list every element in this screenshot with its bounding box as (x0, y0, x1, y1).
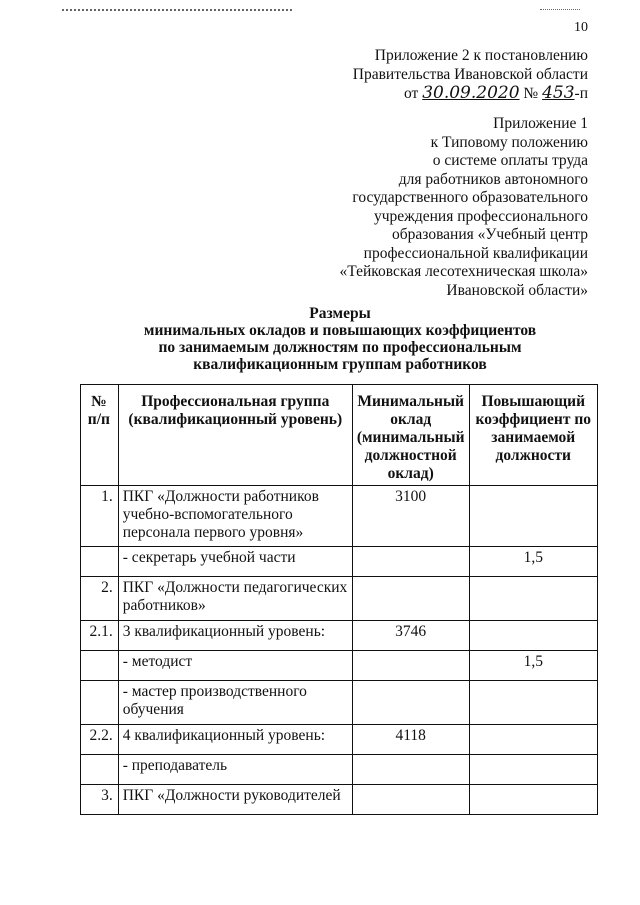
row-num (81, 755, 119, 785)
appendix1-line: к Типовому положению (430, 133, 588, 151)
row-num (81, 681, 119, 725)
row-salary (352, 755, 469, 785)
appendix1-line: учреждения профессионального (373, 207, 588, 225)
from-prefix: от (403, 85, 419, 102)
row-coef (469, 621, 597, 651)
appendix2-line: Приложение 2 к постановлению (374, 47, 588, 64)
appendix1-line: образования «Учебный центр (392, 226, 588, 243)
row-name: - секретарь учебной части (118, 547, 352, 577)
scan-artifact-line (540, 9, 580, 10)
handwritten-number: 453 (542, 83, 575, 103)
row-coef (469, 681, 597, 725)
appendix1-line: Ивановской области» (446, 281, 588, 299)
row-salary (352, 651, 469, 681)
row-salary (352, 681, 469, 725)
row-num: 2.1. (81, 621, 119, 651)
row-salary (352, 785, 469, 815)
table-header-row (81, 385, 598, 486)
row-num: 2.2. (81, 725, 119, 755)
table-row (81, 785, 598, 815)
appendix2-header (353, 47, 588, 104)
table-row (81, 547, 598, 577)
row-name: ПКГ «Должности работников учебно-вспомогательного персонала первого уровня» (118, 486, 352, 547)
appendix1-line: профессиональной квалификации (363, 244, 588, 262)
title-line: по занимаемым должностям по профессиональным (158, 339, 522, 356)
title-line: минимальных окладов и повышающих коэффициентов (143, 322, 537, 339)
table-row (81, 577, 598, 621)
appendix1-header (339, 115, 588, 300)
table-row (81, 755, 598, 785)
appendix1-line: государственного образовательного (352, 189, 588, 206)
row-name: - методист (118, 651, 352, 681)
row-num (81, 651, 119, 681)
title-line: Размеры (309, 305, 371, 322)
table-row (81, 681, 598, 725)
row-num (81, 547, 119, 577)
row-name: - мастер производственного обучения (118, 681, 352, 725)
row-name: ПКГ «Должности руководителей (118, 785, 352, 815)
title-line: квалификационным группам работников (193, 356, 487, 373)
row-coef (469, 486, 597, 547)
header-num: № п/п (81, 385, 119, 486)
row-coef (469, 755, 597, 785)
header-coef: Повышающий коэффициент по занимаемой должности (469, 385, 597, 486)
table-row (81, 486, 598, 547)
number-suffix: -п (574, 85, 588, 102)
row-coef (469, 725, 597, 755)
table-row (81, 621, 598, 651)
handwritten-date: 30.09.2020 (422, 83, 520, 103)
page-number: 10 (574, 20, 588, 35)
row-salary: 4118 (352, 725, 469, 755)
salary-table (80, 384, 598, 815)
row-num: 2. (81, 577, 119, 621)
header-group: Профессиональная группа (квалификационный уровень) (118, 385, 352, 486)
appendix2-date-line (353, 84, 588, 104)
row-num: 3. (81, 785, 119, 815)
row-name: 3 квалификационный уровень: (118, 621, 352, 651)
table-row (81, 725, 598, 755)
appendix1-line: «Тейковская лесотехническая школа» (339, 263, 588, 280)
row-name: 4 квалификационный уровень: (118, 725, 352, 755)
table-row (81, 651, 598, 681)
appendix1-line: о системе оплаты труда (432, 152, 588, 169)
appendix1-line: для работников автономного (398, 170, 588, 188)
row-salary: 3746 (352, 621, 469, 651)
row-salary (352, 577, 469, 621)
document-title (80, 305, 600, 373)
row-coef (469, 577, 597, 621)
row-name: ПКГ «Должности педагогических работников» (118, 577, 352, 621)
row-coef: 1,5 (469, 651, 597, 681)
row-coef (469, 785, 597, 815)
row-salary: 3100 (352, 486, 469, 547)
appendix1-line: Приложение 1 (493, 115, 588, 132)
header-salary: Минимальный оклад (минимальный должностной оклад) (352, 385, 469, 486)
row-name: - преподаватель (118, 755, 352, 785)
number-sign: № (523, 85, 539, 102)
appendix2-line: Правительства Ивановской области (352, 65, 588, 83)
scan-artifact-line (62, 9, 292, 11)
row-coef: 1,5 (469, 547, 597, 577)
row-salary (352, 547, 469, 577)
row-num: 1. (81, 486, 119, 547)
